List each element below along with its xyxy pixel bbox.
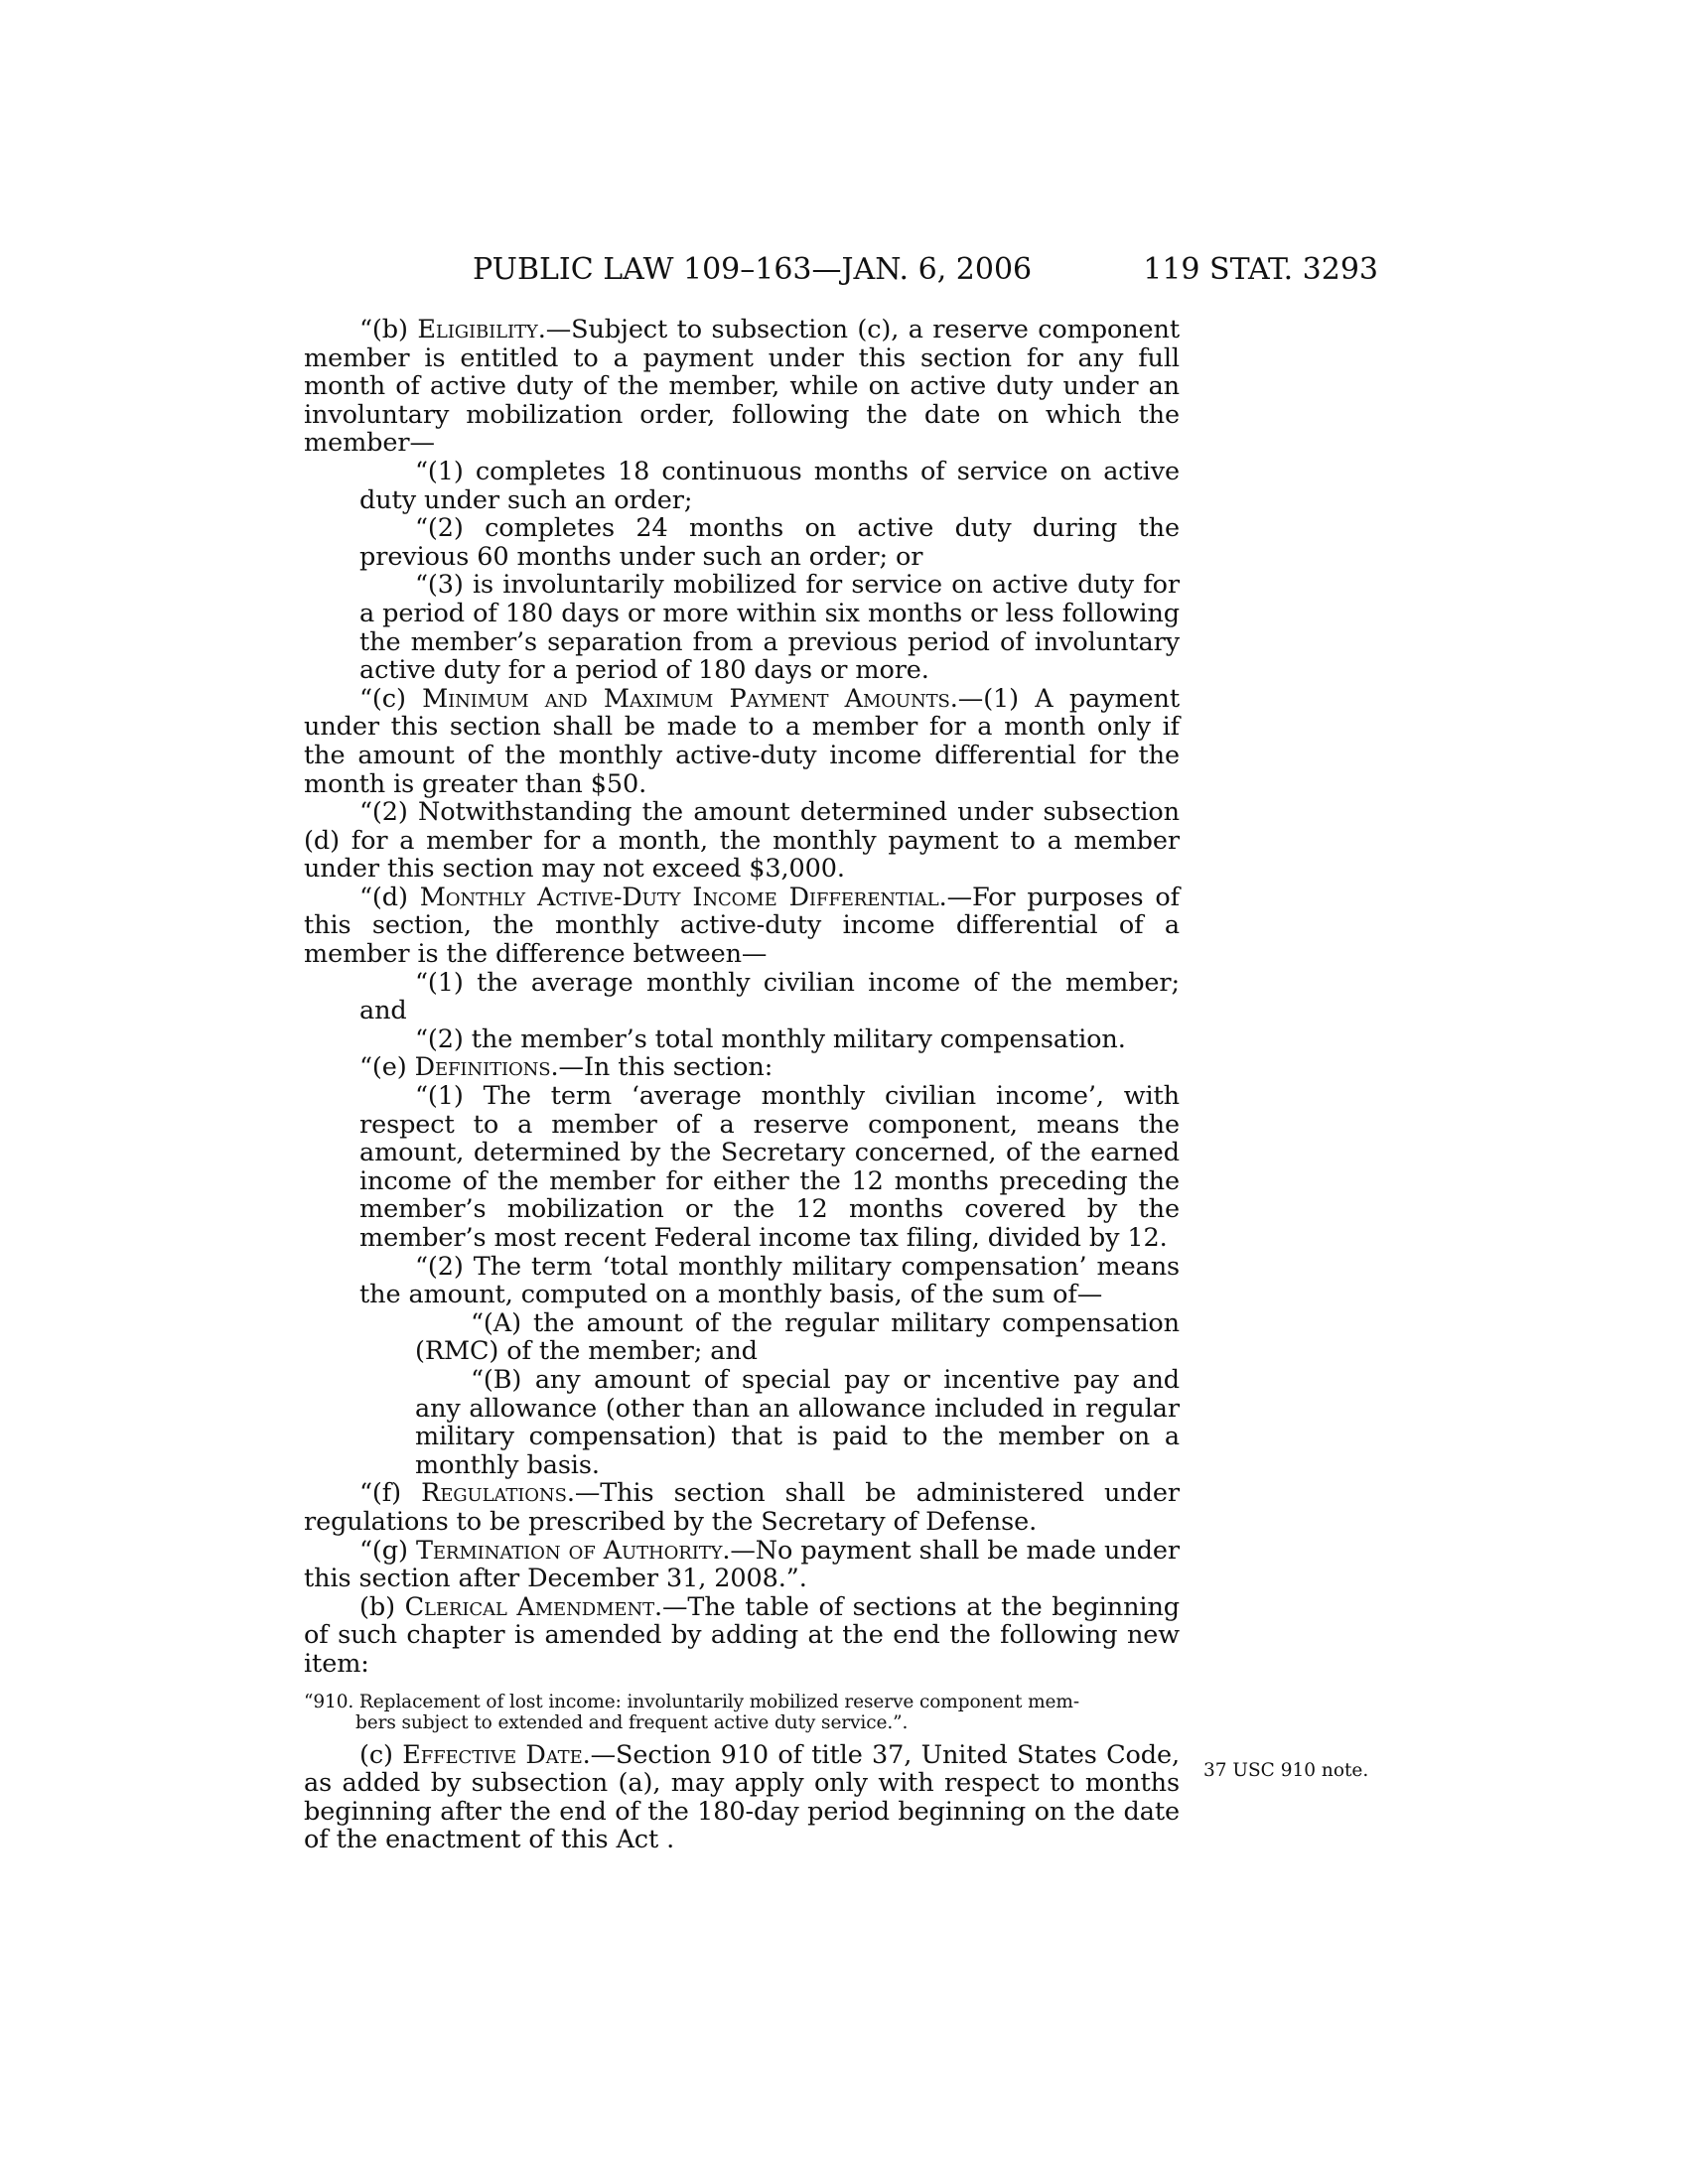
subsection-text: .—This section shall be administered under regulations to be prescribed by the Secretary of Defense. bbox=[304, 1478, 1180, 1537]
paragraph-e2: “(2) The term ‘total monthly military compensation’ means the amount, computed on a monthly basis, of the sum of— bbox=[359, 1251, 1180, 1310]
subsection-heading: Termination of Authority bbox=[415, 1535, 723, 1566]
subsection-heading: Effective Date bbox=[402, 1739, 583, 1770]
subsection-b-eligibility bbox=[304, 316, 1180, 458]
subsection-heading: Minimum and Maximum Payment Amounts bbox=[422, 683, 950, 714]
subsection-heading: Clerical Amendment bbox=[404, 1591, 655, 1622]
subsection-label: “(f) bbox=[359, 1478, 422, 1509]
subsection-label: “(c) bbox=[359, 683, 423, 714]
subsection-f-regulations bbox=[304, 1479, 1180, 1536]
subsection-heading: Definitions bbox=[414, 1052, 551, 1083]
subsection-text: .—The table of sections at the beginning of such chapter is amended by adding at the end the following new item: bbox=[304, 1591, 1180, 1679]
paragraph-e1: “(1) The term ‘average monthly civilian income’, with respect to a member of a reserve component, means the amount, determined by the Secretary concerned, of the earned income of the member for either the 12 months preceding the member’s mobilization or the 12 months covered by the member’s most recent Federal income tax filing, divided by 12. bbox=[359, 1081, 1180, 1253]
subsection-label: “(e) bbox=[359, 1052, 415, 1083]
subsection-heading: Eligibility bbox=[417, 315, 538, 344]
subsection-d-income-differential bbox=[304, 884, 1180, 969]
paragraph-d1: “(1) the average monthly civilian income of the member; and bbox=[359, 967, 1180, 1026]
subsection-label: “(d) bbox=[359, 882, 420, 912]
subparagraph-e2b: “(B) any amount of special pay or incentive pay and any allowance (other than an allowance included in regular military compensation) that is paid to the member on a monthly basis. bbox=[415, 1364, 1180, 1480]
subsection-heading: Regulations bbox=[421, 1478, 567, 1509]
paragraph-c2: “(2) Notwithstanding the amount determined under subsection (d) for a member for a month, the monthly payment to a member under this section may not exceed $3,000. bbox=[304, 797, 1180, 885]
margin-note: 37 USC 910 note. bbox=[1203, 1760, 1369, 1781]
running-title: PUBLIC LAW 109–163—JAN. 6, 2006 bbox=[473, 252, 1033, 287]
paragraph-d2: “(2) the member’s total monthly military compensation. bbox=[415, 1024, 1126, 1054]
subsection-text: .—Subject to subsection (c), a reserve component member is entitled to a payment under this section for any full month of active duty of the member, while on active duty under an involuntary mobilization order, following the date on which the member— bbox=[304, 315, 1180, 459]
new-item-line-1: “910. Replacement of lost income: involuntarily mobilized reserve component mem- bbox=[304, 1691, 1079, 1712]
subsection-e-definitions bbox=[304, 1053, 1180, 1082]
clerical-amendment bbox=[304, 1593, 1180, 1679]
effective-date bbox=[304, 1741, 1180, 1854]
paragraph-b3: “(3) is involuntarily mobilized for service on active duty for a period of 180 days or more within six months or less following the member’s separation from a previous period of involuntary active duty for a period of 180 days or more. bbox=[359, 570, 1180, 686]
subsection-heading: Monthly Active-Duty Income Differential bbox=[419, 882, 939, 912]
paragraph-b1: “(1) completes 18 continuous months of service on active duty under such an order; bbox=[359, 456, 1180, 515]
subsection-label: “(b) bbox=[359, 315, 418, 344]
paragraph-b2: “(2) completes 24 months on active duty during the previous 60 months under such an order; or bbox=[359, 513, 1180, 572]
subsection-c-payment-amounts bbox=[304, 685, 1180, 798]
subsection-label: “(g) bbox=[359, 1535, 416, 1566]
statute-body bbox=[304, 316, 1180, 1854]
page-header bbox=[0, 250, 1688, 290]
subsection-text: .—(1) A payment under this section shall be made to a member for a month only if the amount of the monthly active-duty income differential for the month is greater than $50. bbox=[304, 683, 1180, 799]
subsection-text: .—For purposes of this section, the monthly active-duty income differential of a member is the difference between— bbox=[304, 882, 1180, 970]
subsection-g-termination bbox=[304, 1537, 1180, 1593]
subsection-label: (b) bbox=[359, 1591, 405, 1622]
subsection-label: (c) bbox=[359, 1739, 403, 1770]
stat-page-number: 119 STAT. 3293 bbox=[1143, 252, 1378, 287]
table-of-sections-new-item bbox=[304, 1692, 1180, 1733]
subsection-text: .—Section 910 of title 37, United States Code, as added by subsection (a), may apply only with respect to months beginning after the end of the 180-day period beginning on the date of the enactment of this Act . bbox=[304, 1739, 1181, 1855]
new-item-line-2: bers subject to extended and frequent active duty service.”. bbox=[355, 1711, 909, 1733]
subparagraph-e2a: “(A) the amount of the regular military compensation (RMC) of the member; and bbox=[415, 1307, 1180, 1367]
subsection-text: .—No payment shall be made under this section after December 31, 2008.”. bbox=[304, 1535, 1180, 1594]
subsection-text: .—In this section: bbox=[550, 1052, 774, 1083]
